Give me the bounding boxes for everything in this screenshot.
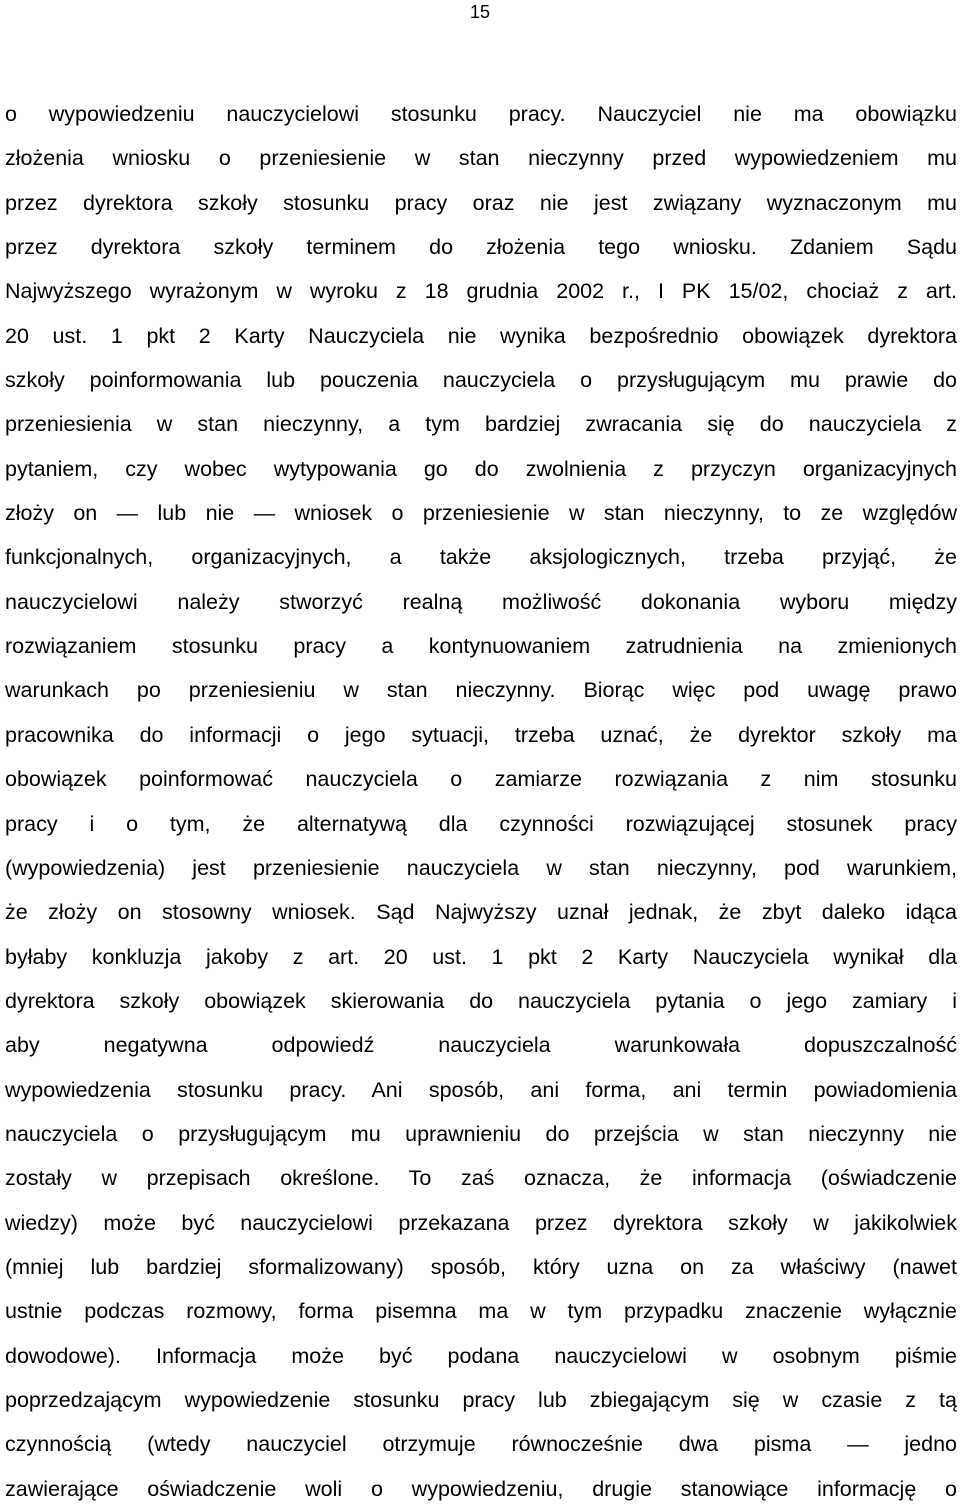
text-line: przeniesienia w stan nieczynny, a tym bardziej zwracania się do nauczyciela z — [5, 412, 957, 437]
text-line: Najwyższego wyrażonym w wyroku z 18 grudnia 2002 r., I PK 15/02, chociaż z art. — [5, 279, 957, 304]
text-line: funkcjonalnych, organizacyjnych, a także aksjologicznych, trzeba przyjąć, że — [5, 545, 957, 570]
text-line: przez dyrektora szkoły terminem do złożenia tego wniosku. Zdaniem Sądu — [5, 235, 957, 260]
text-line: zawierające oświadczenie woli o wypowiedzeniu, drugie stanowiące informację o — [5, 1476, 957, 1501]
text-line: zostały w przepisach określone. To zaś oznacza, że informacja (oświadczenie — [5, 1166, 957, 1191]
text-line: przez dyrektora szkoły stosunku pracy oraz nie jest związany wyznaczonym mu — [5, 190, 957, 215]
text-line: (mniej lub bardziej sformalizowany) sposób, który uzna on za właściwy (nawet — [5, 1254, 957, 1279]
text-line: pracy i o tym, że alternatywą dla czynności rozwiązującej stosunek pracy — [5, 811, 957, 836]
text-line: aby negatywna odpowiedź nauczyciela warunkowała dopuszczalność — [5, 1033, 957, 1058]
text-line: dyrektora szkoły obowiązek skierowania do nauczyciela pytania o jego zamiary i — [5, 988, 957, 1013]
text-line: poprzedzającym wypowiedzenie stosunku pracy lub zbiegającym się w czasie z tą — [5, 1387, 957, 1412]
text-line: pracownika do informacji o jego sytuacji, trzeba uznać, że dyrektor szkoły ma — [5, 722, 957, 747]
text-line: że złoży on stosowny wniosek. Sąd Najwyższy uznał jednak, że zbyt daleko idąca — [5, 900, 957, 925]
text-line: warunkach po przeniesieniu w stan nieczynny. Biorąc więc pod uwagę prawo — [5, 678, 957, 703]
text-line: wypowiedzenia stosunku pracy. Ani sposób, ani forma, ani termin powiadomienia — [5, 1077, 957, 1102]
text-line: czynnością (wtedy nauczyciel otrzymuje równocześnie dwa pisma — jedno — [5, 1432, 957, 1457]
text-line: pytaniem, czy wobec wytypowania go do zwolnienia z przyczyn organizacyjnych — [5, 456, 957, 481]
text-line: rozwiązaniem stosunku pracy a kontynuowaniem zatrudnienia na zmienionych — [5, 634, 957, 659]
text-line: dowodowe). Informacja może być podana nauczycielowi w osobnym piśmie — [5, 1343, 957, 1368]
text-line: nauczycielowi należy stworzyć realną możliwość dokonania wyboru między — [5, 589, 957, 614]
text-line: (wypowiedzenia) jest przeniesienie nauczyciela w stan nieczynny, pod warunkiem, — [5, 855, 957, 880]
text-line: złożenia wniosku o przeniesienie w stan nieczynny przed wypowiedzeniem mu — [5, 146, 957, 171]
text-line: złoży on — lub nie — wniosek o przeniesienie w stan nieczynny, to ze względów — [5, 501, 957, 526]
text-line: szkoły poinformowania lub pouczenia nauczyciela o przysługującym mu prawie do — [5, 368, 957, 393]
text-line: o wypowiedzeniu nauczycielowi stosunku pracy. Nauczyciel nie ma obowiązku — [5, 102, 957, 126]
page-number: 15 — [469, 2, 491, 22]
text-line: nauczyciela o przysługującym mu uprawnieniu do przejścia w stan nieczynny nie — [5, 1121, 957, 1146]
text-line: 20 ust. 1 pkt 2 Karty Nauczyciela nie wynika bezpośrednio obowiązek dyrektora — [5, 323, 957, 348]
text-line: ustnie podczas rozmowy, forma pisemna ma w tym przypadku znaczenie wyłącznie — [5, 1299, 957, 1324]
text-line: wiedzy) może być nauczycielowi przekazana przez dyrektora szkoły w jakikolwiek — [5, 1210, 957, 1235]
body-text — [5, 92, 957, 1511]
text-line: byłaby konkluzja jakoby z art. 20 ust. 1 pkt 2 Karty Nauczyciela wynikał dla — [5, 944, 957, 969]
text-line: obowiązek poinformować nauczyciela o zamiarze rozwiązania z nim stosunku — [5, 767, 957, 792]
